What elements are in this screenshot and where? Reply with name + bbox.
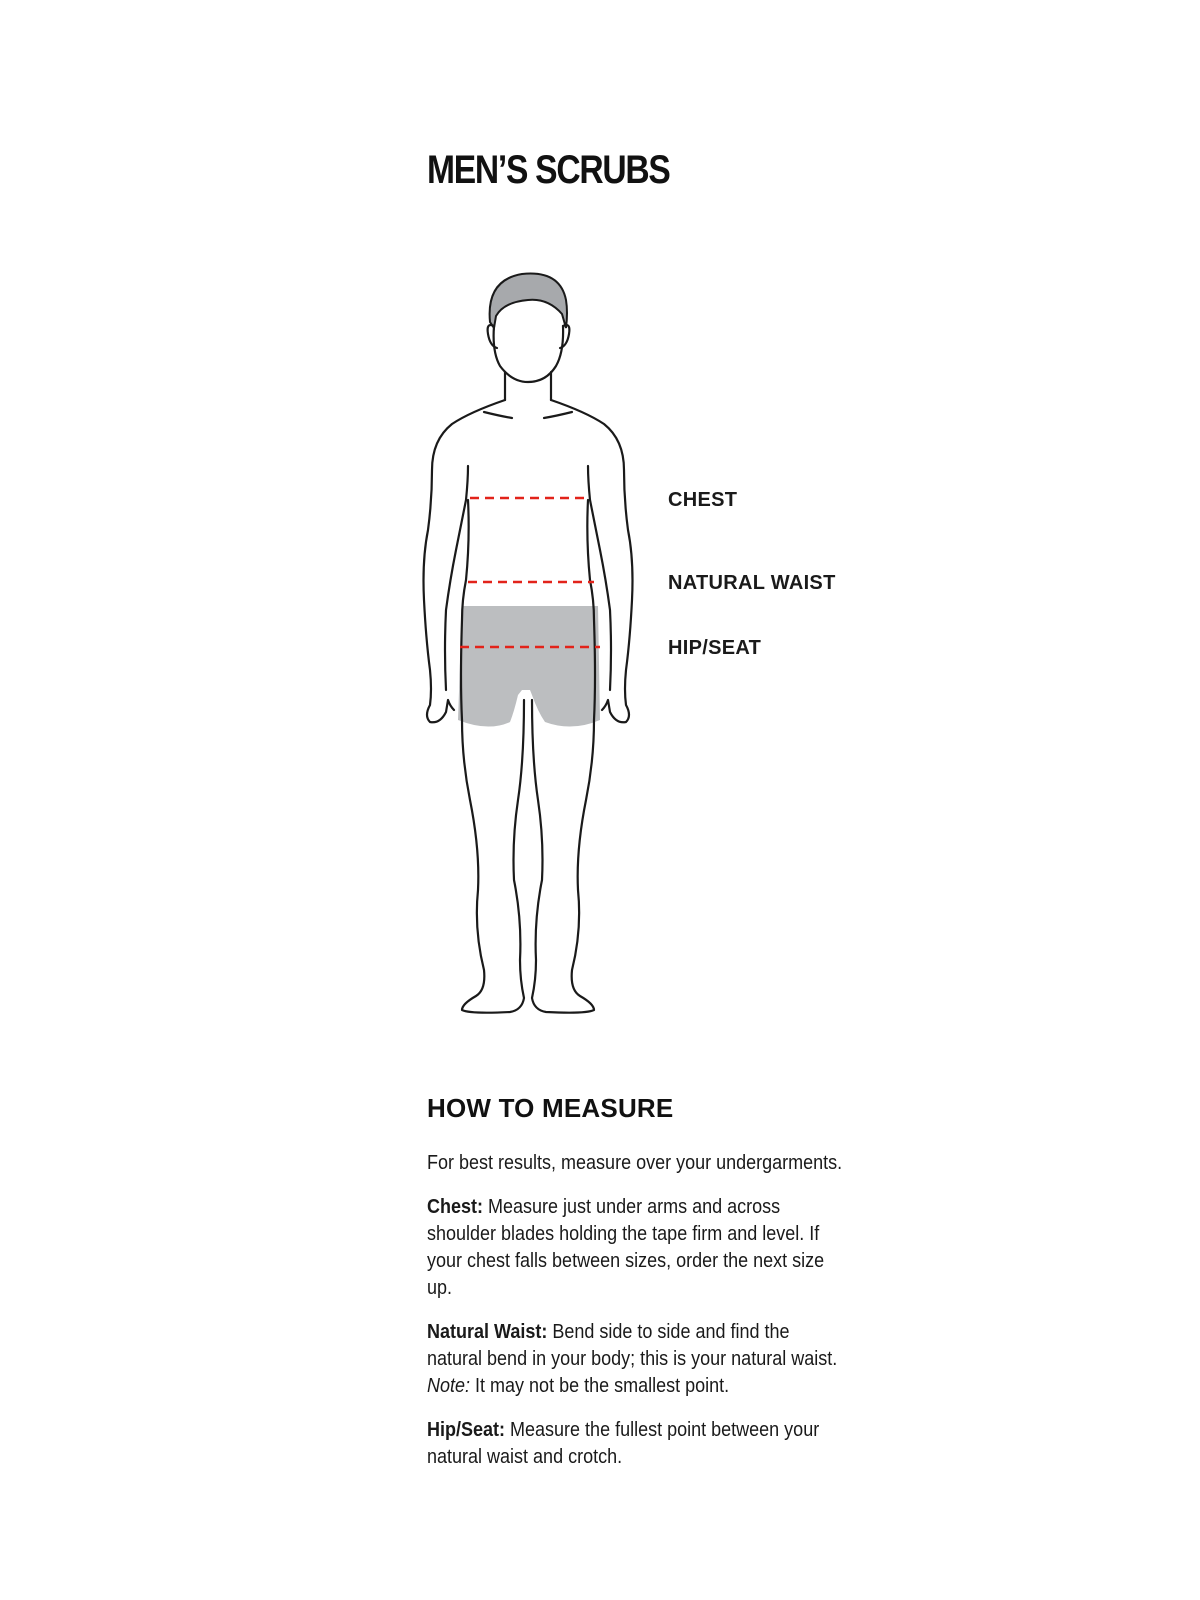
hip-text: Measure the fullest point between your natural waist and crotch. (427, 1419, 820, 1468)
waist-note-text: It may not be the smallest point. (470, 1375, 730, 1397)
how-to-measure-heading: HOW TO MEASURE (427, 1093, 674, 1123)
intro-text: For best results, measure over your undergarments. (427, 1152, 843, 1174)
hair-shape (490, 274, 567, 328)
waist-term: Natural Waist: (427, 1321, 548, 1343)
label-chest: CHEST (668, 489, 738, 511)
waist-note-label: Note: (427, 1375, 471, 1397)
label-natural-waist: NATURAL WAIST (668, 572, 836, 594)
shorts-shape (458, 606, 600, 727)
page-title: MEN’S SCRUBS (427, 148, 670, 192)
measure-instructions (427, 1150, 847, 1488)
intro-paragraph (427, 1150, 846, 1177)
waist-text: Bend side to side and find the natural bend in your body; this is your natural waist. (427, 1321, 838, 1370)
hip-term: Hip/Seat: (427, 1419, 506, 1441)
label-hip-seat: HIP/SEAT (668, 637, 762, 659)
hip-paragraph (427, 1417, 846, 1471)
chest-paragraph (427, 1194, 846, 1302)
waist-paragraph (427, 1319, 846, 1400)
chest-text: Measure just under arms and across shoulder blades holding the tape firm and level. If your chest falls between sizes, order the next size up. (427, 1196, 825, 1299)
chest-term: Chest: (427, 1196, 484, 1218)
